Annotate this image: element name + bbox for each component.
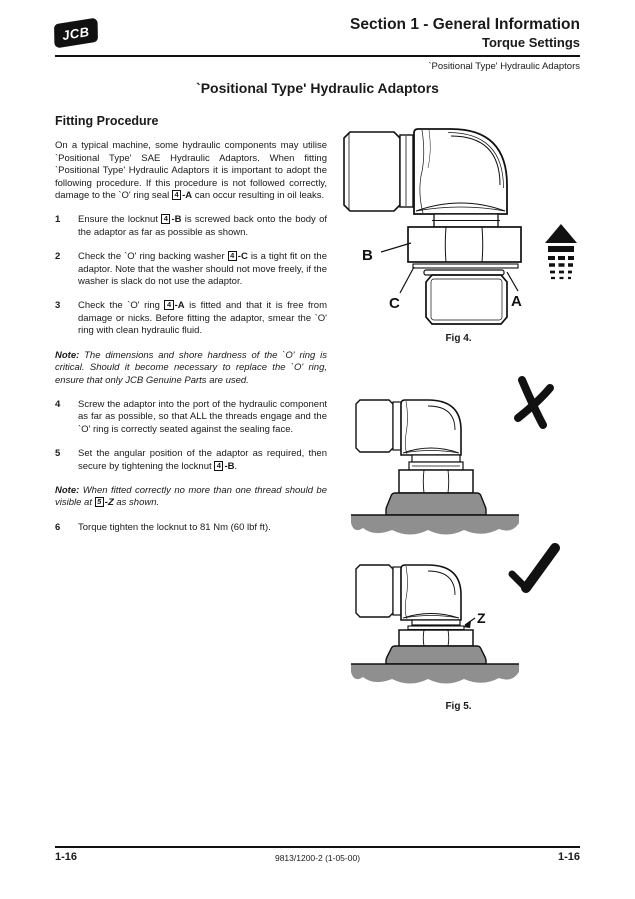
check-mark-icon <box>512 548 555 588</box>
step-number: 1 <box>55 214 61 226</box>
note-paragraph-1: Note: The dimensions and shore hardness of the `O' ring is critical. Should it become necessary to replace the `O' ring, ensure that only JCB Genuine Parts are used. <box>55 349 327 386</box>
header-rule <box>55 55 580 57</box>
section-heading: Fitting Procedure <box>55 114 159 128</box>
figure-incorrect <box>336 368 586 548</box>
figure-5 <box>336 543 586 693</box>
up-arrow-icon <box>545 224 577 278</box>
header-titles <box>350 16 580 51</box>
fig5-caption: Fig 5. <box>445 701 472 712</box>
footer-rule <box>55 846 580 848</box>
jcb-logo <box>54 17 98 48</box>
fig4-label-a: A <box>511 293 522 310</box>
fig4-drawing <box>336 116 621 334</box>
fig4-label-c: C <box>389 295 400 312</box>
step-item-6 <box>55 522 327 534</box>
figure-reference-box: 5 <box>95 497 104 507</box>
fig5-drawing <box>336 543 586 693</box>
step-item-4 <box>55 399 327 436</box>
page-title: `Positional Type' Hydraulic Adaptors <box>196 80 439 96</box>
figure-reference-box: 4 <box>164 300 173 310</box>
breadcrumb: `Positional Type' Hydraulic Adaptors <box>428 61 580 72</box>
figure-reference-box: 4 <box>172 190 181 200</box>
intro-paragraph: On a typical machine, some hydraulic components may utilise `Positional Type' SAE Hydraulic Adaptors. When fitting `Positional Type' Hydraulic Adaptors it is important to adopt the following procedure. If this procedure is not followed correctly, damage to the `O' ring seal 4 -A can occur resulting in oil leaks. <box>55 140 327 202</box>
fig4-label-b: B <box>362 247 373 264</box>
step-item-1 <box>55 214 327 239</box>
figure-reference-box: 4 <box>161 214 170 224</box>
figure-4 <box>336 116 621 334</box>
jcb-logo-text: JCB <box>61 23 91 43</box>
step-number: 4 <box>55 398 61 410</box>
step-item-2 <box>55 251 327 288</box>
step-number: 6 <box>55 521 61 533</box>
step-text: Ensure the locknut 4 -B is screwed back onto the body of the adaptor as far as possible as shown. <box>78 214 328 238</box>
footer-page-number-left: 1-16 <box>55 851 78 863</box>
header-subsection-title: Torque Settings <box>482 34 580 50</box>
step-text: Screw the adaptor into the port of the hydraulic component as far as possible, so that ALL the threads engage and the `O' ring is correctly seated against the sealing face. <box>78 398 327 435</box>
step-number: 3 <box>55 300 61 312</box>
step-text: Check the `O' ring backing washer 4 -C is a tight fit on the adaptor. Note that the washer should not move freely, if the washer is slack do not use the adaptor. <box>78 251 327 288</box>
figure-reference-box: 4 <box>228 251 237 261</box>
note-paragraph-2: Note: When fitted correctly no more than one thread should be visible at 5 -Z as shown. <box>55 484 327 509</box>
figure-reference-box: 4 <box>214 461 223 471</box>
footer-publication-ref: 9813/1200-2 (1-05-00) <box>274 853 361 863</box>
fig5-label-z: Z <box>477 610 486 626</box>
step-item-3 <box>55 300 327 337</box>
footer-page-number-right: 1-16 <box>557 851 580 863</box>
incorrect-fitting-drawing <box>336 368 586 548</box>
cross-mark-icon <box>518 380 550 425</box>
step-item-5 <box>55 448 327 473</box>
fig4-caption: Fig 4. <box>445 333 472 344</box>
step-text: Check the `O' ring 4 -A is fitted and that it is free from damage or nicks. Before fitting the adaptor, smear the `O' ring with clean hydraulic fluid. <box>78 300 327 337</box>
procedure-column <box>55 115 327 546</box>
step-number: 2 <box>55 251 61 263</box>
step-text: Torque tighten the locknut to 81 Nm (60 lbf ft). <box>78 521 271 533</box>
step-text: Set the angular position of the adaptor as required, then secure by tightening the locknut 4 -B. <box>78 448 327 472</box>
header-section-title: Section 1 - General Information <box>350 16 580 33</box>
step-number: 5 <box>55 448 61 460</box>
